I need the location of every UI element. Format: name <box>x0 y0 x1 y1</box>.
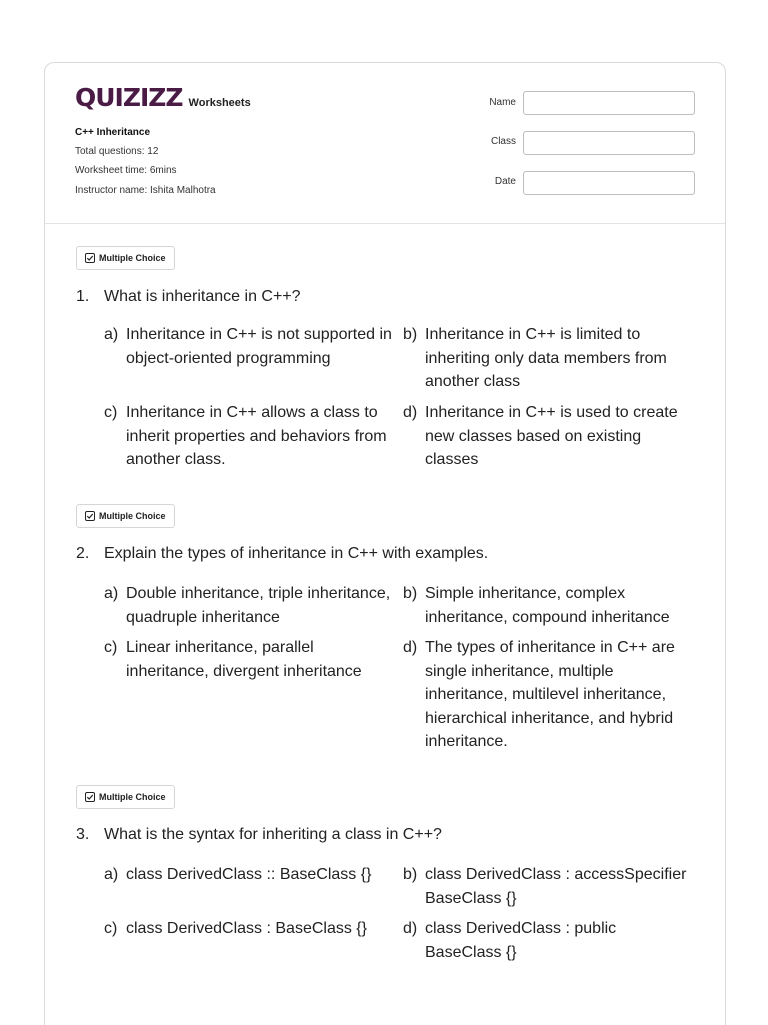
q1-option-a[interactable] <box>104 323 394 370</box>
class-field[interactable] <box>523 131 695 155</box>
q3-option-c[interactable] <box>104 917 394 941</box>
quizizz-logo <box>75 83 251 112</box>
question-number: 2. <box>76 545 90 562</box>
option-text: class DerivedClass :: BaseClass {} <box>126 866 372 883</box>
option-letter: a) <box>104 585 119 602</box>
option-text: class DerivedClass : BaseClass {} <box>126 920 367 937</box>
multiple-choice-badge <box>76 246 175 270</box>
q2-option-d[interactable] <box>403 636 693 754</box>
question-1 <box>76 288 301 306</box>
multiple-choice-badge <box>76 785 175 809</box>
instructor-name: Instructor name: Ishita Malhotra <box>75 185 216 196</box>
option-text: class DerivedClass : public BaseClass {} <box>425 920 617 961</box>
q3-option-d[interactable] <box>403 917 693 964</box>
option-letter: c) <box>104 404 118 421</box>
date-field[interactable] <box>523 171 695 195</box>
option-text: Inheritance in C++ is used to create new classes based on existing classes <box>425 404 678 468</box>
option-text: Linear inheritance, parallel inheritance, divergent inheritance <box>126 639 362 680</box>
class-label: Class <box>490 136 516 147</box>
badge-label: Multiple Choice <box>99 792 166 802</box>
option-text: Double inheritance, triple inheritance, quadruple inheritance <box>126 585 391 626</box>
question-text: Explain the types of inheritance in C++ with examples. <box>104 545 489 562</box>
question-text: What is the syntax for inheriting a class in C++? <box>104 826 442 843</box>
badge-label: Multiple Choice <box>99 253 166 263</box>
worksheet-time: Worksheet time: 6mins <box>75 165 177 176</box>
q1-option-d[interactable] <box>403 401 693 472</box>
option-text: Inheritance in C++ is not supported in object-oriented programming <box>126 326 392 367</box>
q1-option-b[interactable] <box>403 323 693 394</box>
option-text: Inheritance in C++ is limited to inheriting only data members from another class <box>425 326 667 390</box>
name-field[interactable] <box>523 91 695 115</box>
option-letter: b) <box>403 585 418 602</box>
name-label: Name <box>489 97 516 108</box>
question-text: What is inheritance in C++? <box>104 288 301 305</box>
badge-label: Multiple Choice <box>99 511 166 521</box>
worksheet-card <box>44 62 726 1025</box>
worksheet-header <box>45 63 725 224</box>
logo-subtitle: Worksheets <box>188 97 251 109</box>
worksheet-title: C++ Inheritance <box>75 127 151 138</box>
checkbox-icon <box>85 511 95 521</box>
q3-option-b[interactable] <box>403 863 693 910</box>
option-letter: b) <box>403 326 418 343</box>
question-2 <box>76 545 488 563</box>
total-questions: Total questions: 12 <box>75 146 159 157</box>
option-letter: a) <box>104 326 119 343</box>
q2-option-b[interactable] <box>403 582 693 629</box>
multiple-choice-badge <box>76 504 175 528</box>
question-3 <box>76 826 442 844</box>
question-number: 1. <box>76 288 90 305</box>
logo-wordmark: QUIZIZZ <box>75 83 183 112</box>
option-text: Simple inheritance, complex inheritance, compound inheritance <box>425 585 670 626</box>
date-label: Date <box>494 176 516 187</box>
checkbox-icon <box>85 253 95 263</box>
q3-option-a[interactable] <box>104 863 394 887</box>
option-text: Inheritance in C++ allows a class to inherit properties and behaviors from another class. <box>126 404 387 468</box>
option-letter: c) <box>104 920 118 937</box>
option-letter: d) <box>403 920 418 937</box>
checkbox-icon <box>85 792 95 802</box>
option-letter: a) <box>104 866 119 883</box>
option-letter: d) <box>403 404 418 421</box>
option-letter: c) <box>104 639 118 656</box>
option-text: class DerivedClass : accessSpecifier BaseClass {} <box>425 866 687 907</box>
question-number: 3. <box>76 826 90 843</box>
q1-option-c[interactable] <box>104 401 394 472</box>
option-letter: b) <box>403 866 418 883</box>
option-text: The types of inheritance in C++ are single inheritance, multiple inheritance, multilevel inheritance, hierarchical inheritance, and hybrid inheritance. <box>425 639 675 750</box>
q2-option-a[interactable] <box>104 582 394 629</box>
q2-option-c[interactable] <box>104 636 394 683</box>
option-letter: d) <box>403 639 418 656</box>
